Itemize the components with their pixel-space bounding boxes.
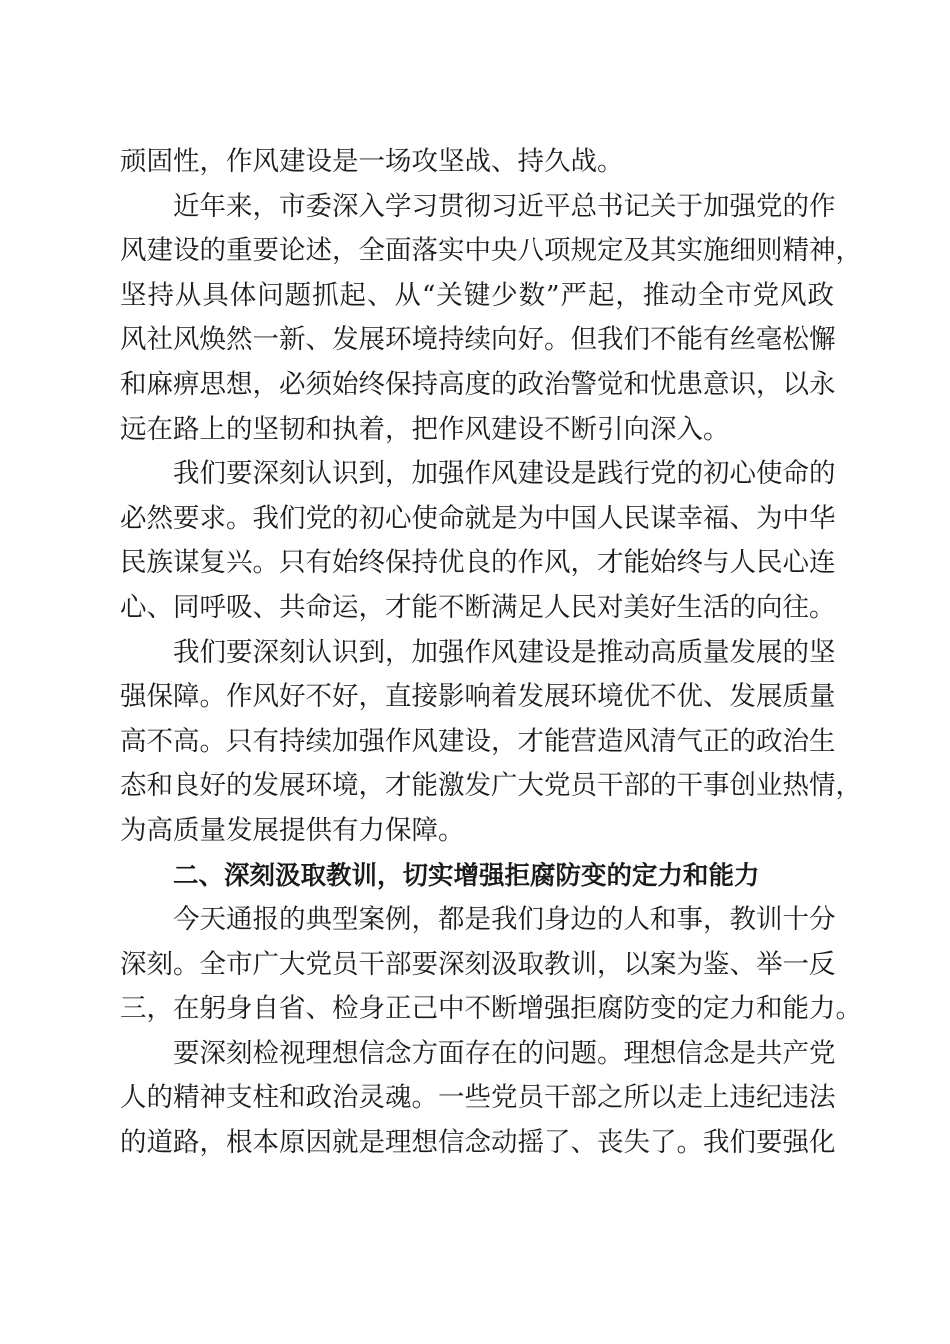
text-line: 人的精神支柱和政治灵魂。一些党员干部之所以走上违纪违法 [120, 1082, 836, 1114]
text-line: 民族谋复兴。只有始终保持优良的作风，才能始终与人民心连 [120, 547, 836, 579]
text-line: 和麻痹思想，必须始终保持高度的政治警觉和忧患意识，以永 [120, 368, 836, 400]
text-line: 必然要求。我们党的初心使命就是为中国人民谋幸福、为中华 [120, 502, 836, 534]
text-line: 顽固性，作风建设是一场攻坚战、持久战。 [120, 146, 624, 177]
document-body [120, 140, 862, 1166]
text-line: 态和良好的发展环境，才能激发广大党员干部的干事创业热情， [120, 770, 862, 802]
paragraph-start-line: 今天通报的典型案例，都是我们身边的人和事，教训十分 [173, 904, 836, 936]
text-line: 风建设的重要论述，全面落实中央八项规定及其实施细则精神， [120, 235, 862, 267]
section-heading: 二、深刻汲取教训，切实增强拒腐防变的定力和能力 [173, 860, 760, 891]
paragraph-start-line: 我们要深刻认识到，加强作风建设是推动高质量发展的坚 [173, 636, 836, 668]
text-line: 心、同呼吸、共命运，才能不断满足人民对美好生活的向往。 [120, 591, 836, 623]
paragraph-start-line: 近年来，市委深入学习贯彻习近平总书记关于加强党的作 [173, 190, 836, 222]
text-line: 高不高。只有持续加强作风建设，才能营造风清气正的政治生 [120, 725, 836, 757]
text-line: 三，在躬身自省、检身正己中不断增强拒腐防变的定力和能力。 [120, 993, 862, 1025]
text-line: 深刻。全市广大党员干部要深刻汲取教训，以案为鉴、举一反 [120, 948, 836, 980]
text-line: 远在路上的坚韧和执着，把作风建设不断引向深入。 [120, 413, 730, 445]
text-line: 坚持从具体问题抓起、从“关键少数”严起，推动全市党风政 [120, 279, 834, 311]
text-line: 强保障。作风好不好，直接影响着发展环境优不优、发展质量 [120, 681, 836, 713]
text-line: 为高质量发展提供有力保障。 [120, 814, 465, 846]
text-line: 的道路，根本原因就是理想信念动摇了、丧失了。我们要强化 [120, 1127, 836, 1159]
paragraph-start-line: 要深刻检视理想信念方面存在的问题。理想信念是共产党 [173, 1037, 836, 1069]
text-line: 风社风焕然一新、发展环境持续向好。但我们不能有丝毫松懈 [120, 324, 836, 356]
paragraph-start-line: 我们要深刻认识到，加强作风建设是践行党的初心使命的 [173, 458, 836, 490]
